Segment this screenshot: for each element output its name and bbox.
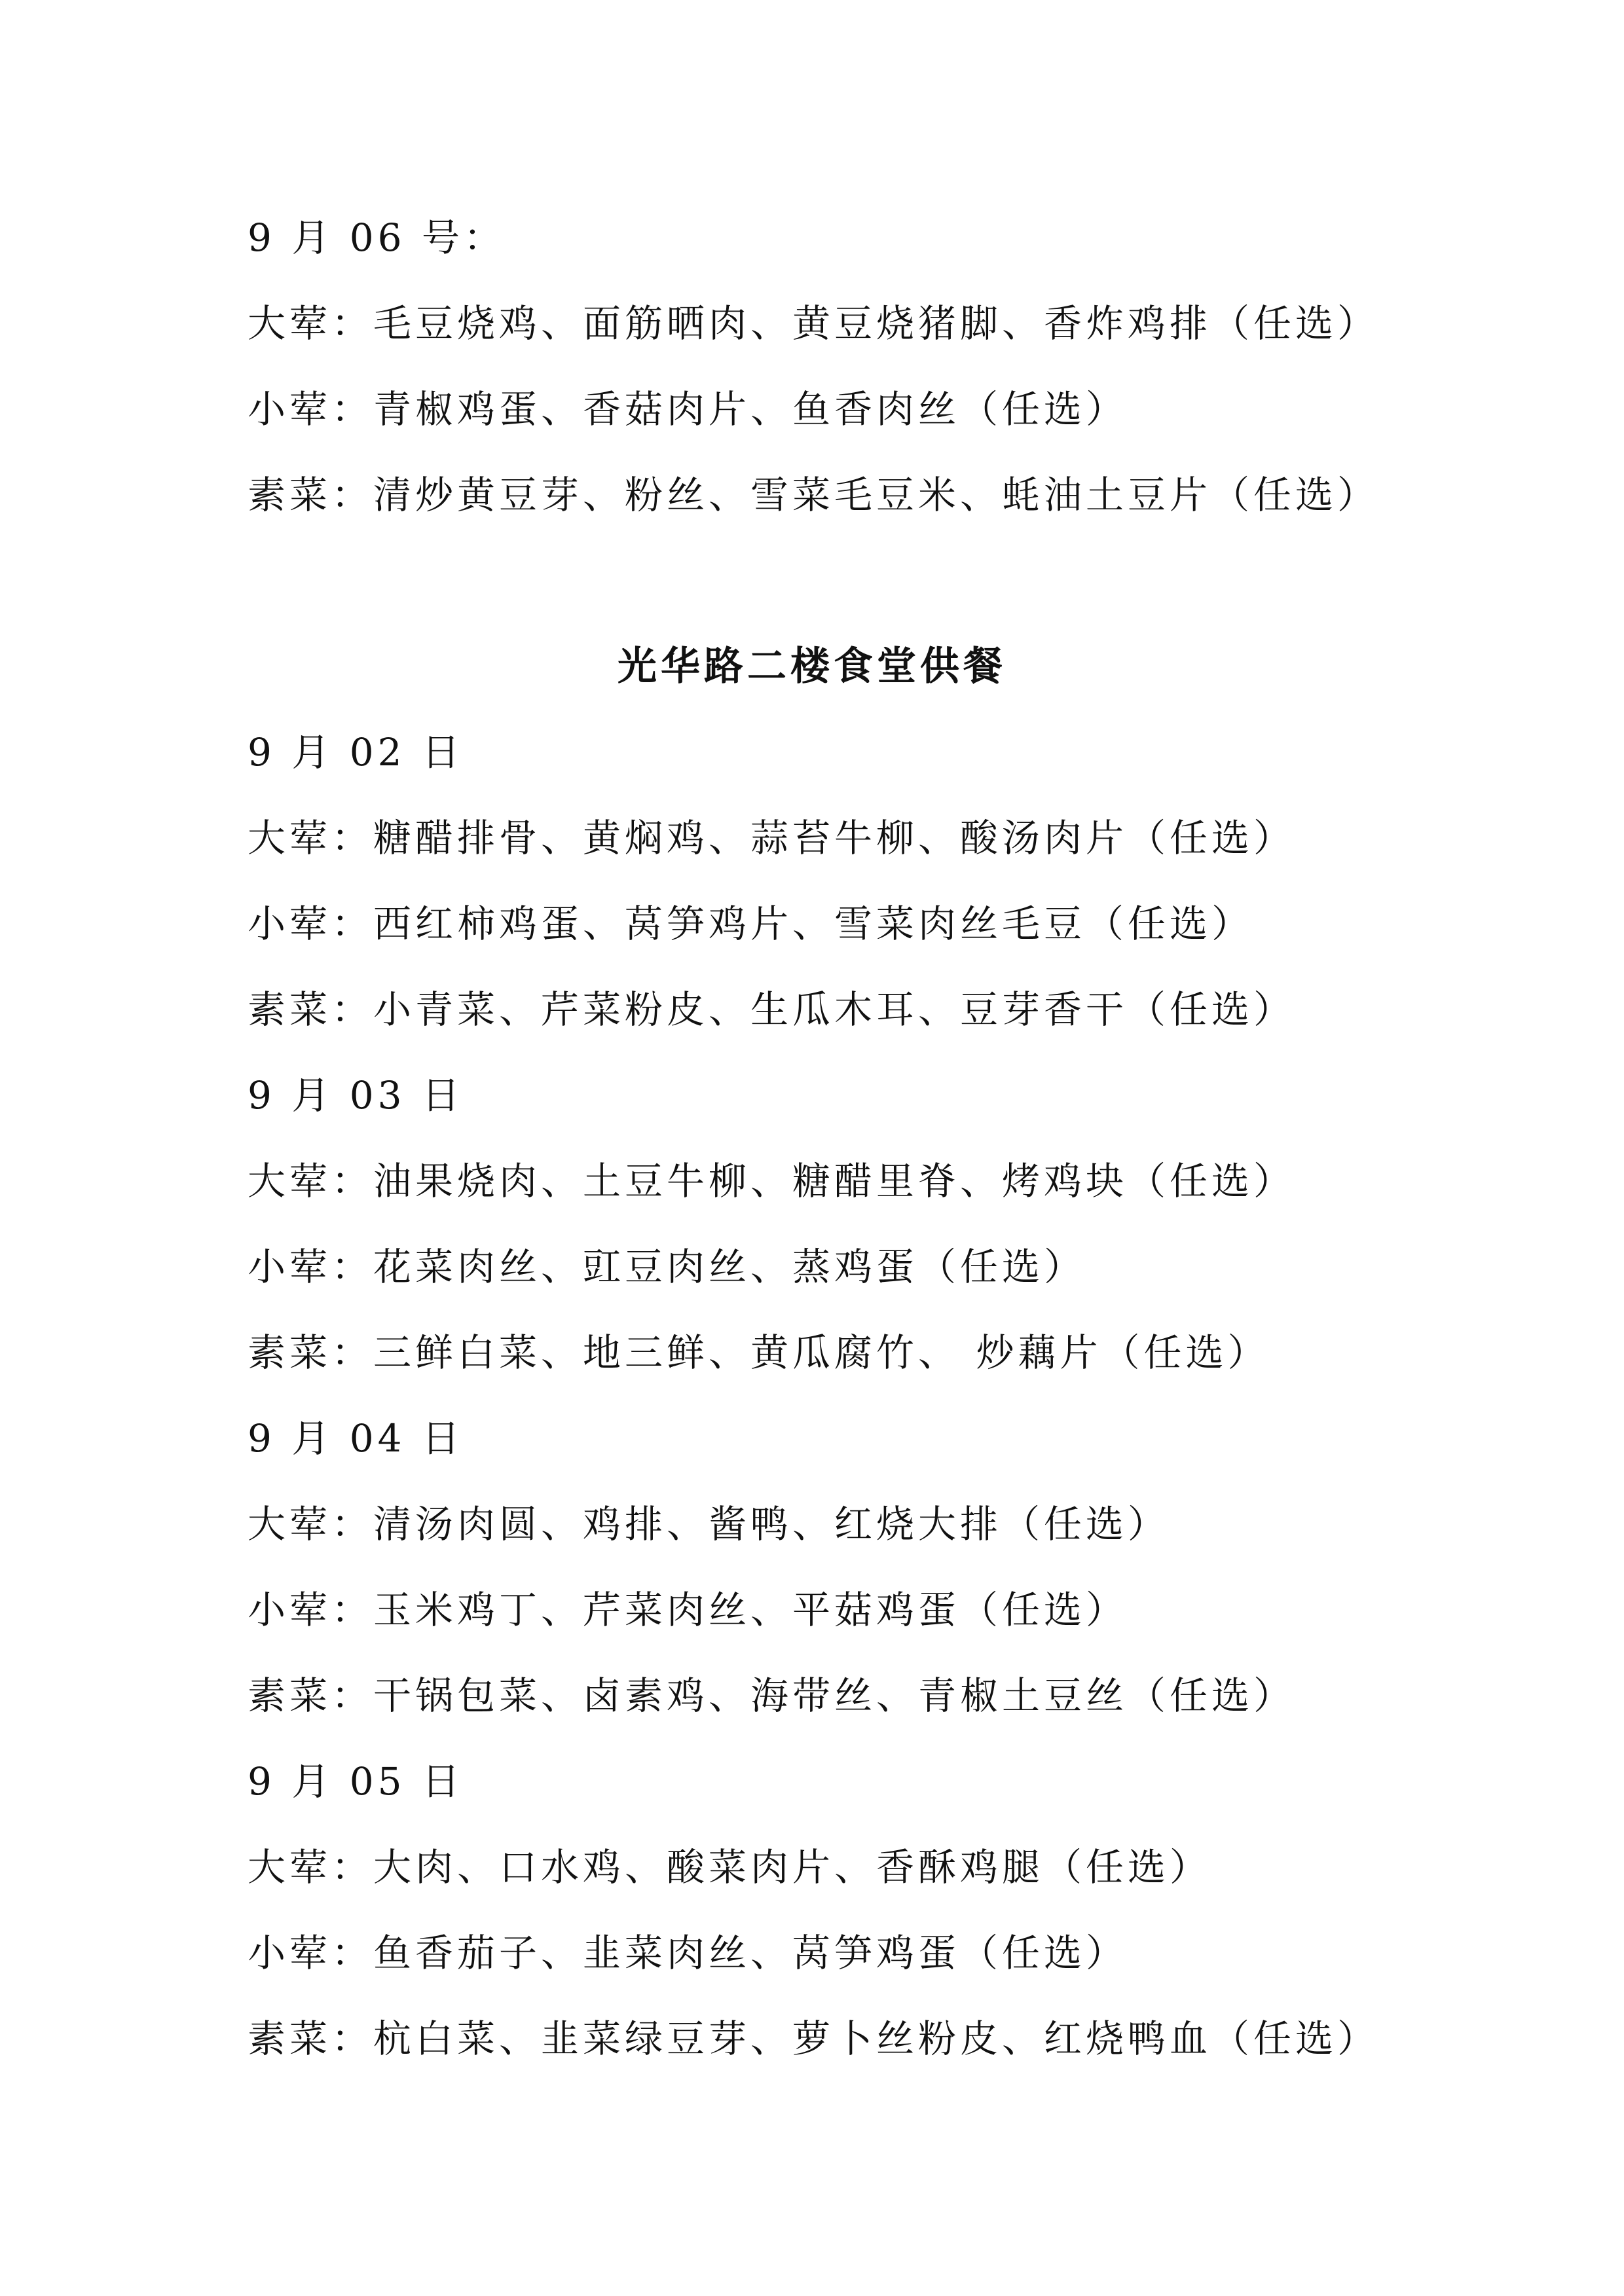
date-heading: 9 月 02 日 bbox=[248, 730, 464, 774]
menu-line-big-meat: 大荤：清汤肉圆、鸡排、酱鸭、红烧大排（任选） bbox=[248, 1502, 1170, 1546]
menu-line-big-meat: 大荤：油果烧肉、土豆牛柳、糖醋里脊、烤鸡块（任选） bbox=[248, 1159, 1296, 1203]
menu-line-vegetable: 素菜：杭白菜、韭菜绿豆芽、萝卜丝粉皮、红烧鸭血（任选） bbox=[248, 2016, 1380, 2061]
menu-line-vegetable: 素菜：清炒黄豆芽、粉丝、雪菜毛豆米、蚝油土豆片（任选） bbox=[248, 473, 1380, 517]
menu-line-small-meat: 小荤：鱼香茄子、韭菜肉丝、莴笋鸡蛋（任选） bbox=[248, 1931, 1128, 1975]
menu-line-vegetable: 素菜：三鲜白菜、地三鲜、黄瓜腐竹、 炒藕片（任选） bbox=[248, 1330, 1270, 1375]
menu-line-small-meat: 小荤：西红柿鸡蛋、莴笋鸡片、雪菜肉丝毛豆（任选） bbox=[248, 902, 1254, 946]
menu-line-big-meat: 大荤：糖醋排骨、黄焖鸡、蒜苔牛柳、酸汤肉片（任选） bbox=[248, 816, 1296, 860]
date-heading: 9 月 04 日 bbox=[248, 1416, 464, 1461]
date-heading: 9 月 03 日 bbox=[248, 1073, 464, 1118]
menu-line-big-meat: 大荤：大肉、口水鸡、酸菜肉片、香酥鸡腿（任选） bbox=[248, 1845, 1212, 1889]
date-heading: 9 月 06 号： bbox=[248, 215, 506, 260]
menu-line-small-meat: 小荤：玉米鸡丁、芹菜肉丝、平菇鸡蛋（任选） bbox=[248, 1588, 1128, 1632]
menu-line-small-meat: 小荤：青椒鸡蛋、香菇肉片、鱼香肉丝（任选） bbox=[248, 387, 1128, 431]
menu-line-vegetable: 素菜：小青菜、芹菜粉皮、生瓜木耳、豆芽香干（任选） bbox=[248, 987, 1296, 1032]
menu-line-big-meat: 大荤：毛豆烧鸡、面筋晒肉、黄豆烧猪脚、香炸鸡排（任选） bbox=[248, 301, 1380, 346]
date-heading: 9 月 05 日 bbox=[248, 1759, 464, 1804]
menu-line-small-meat: 小荤：花菜肉丝、豇豆肉丝、蒸鸡蛋（任选） bbox=[248, 1245, 1086, 1289]
menu-line-vegetable: 素菜：干锅包菜、卤素鸡、海带丝、青椒土豆丝（任选） bbox=[248, 1673, 1296, 1718]
section-title: 光华路二楼食堂供餐 bbox=[618, 644, 1006, 689]
